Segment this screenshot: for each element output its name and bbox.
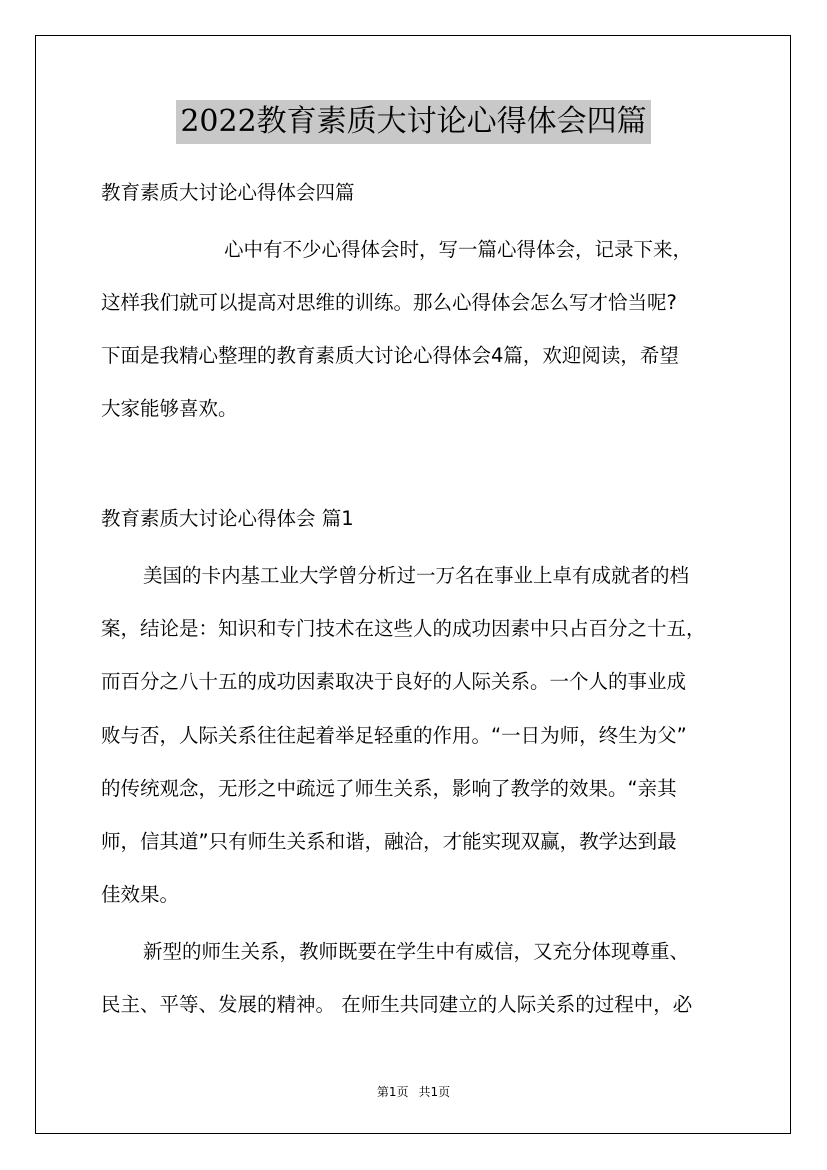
intro-line-4: 大家能够喜欢。: [101, 397, 238, 420]
para2-line-2: 民主、平等、发展的精神。 在师生共同建立的人际关系的过程中，必: [101, 993, 693, 1016]
intro-line-2: 这样我们就可以提高对思维的训练。那么心得体会怎么写才恰当呢?: [101, 291, 677, 314]
para1-line-1: 美国的卡内基工业大学曾分析过一万名在事业上卓有成就者的档: [143, 564, 690, 587]
intro-line-1: 心中有不少心得体会时，写一篇心得体会，记录下来，: [224, 238, 693, 261]
para1-line-7: 佳效果。: [101, 883, 180, 906]
page-footer: [0, 1083, 827, 1100]
para1-line-6: 师，信其道”只有师生关系和谐，融洽，才能实现双赢，教学达到最: [101, 830, 677, 853]
para1-line-5: 的传统观念，无形之中疏远了师生关系，影响了教学的效果。“亲其: [101, 777, 677, 800]
document-title: 2022教育素质大讨论心得体会四篇: [176, 100, 650, 144]
title-container: [0, 100, 827, 144]
para1-line-3: 而百分之八十五的成功因素取决于良好的人际关系。一个人的事业成: [101, 670, 687, 693]
page-number: 第1页: [376, 1085, 409, 1099]
page-total: 共1页: [418, 1085, 451, 1099]
para1-line-2: 案，结论是：知识和专门技术在这些人的成功因素中只占百分之十五，: [101, 617, 706, 640]
para1-line-4: 败与否，人际关系往往起着举足轻重的作用。“一日为师，终生为父”: [101, 724, 687, 747]
section-heading: 教育素质大讨论心得体会 篇1: [101, 507, 354, 530]
para2-line-1: 新型的师生关系，教师既要在学生中有威信，又充分体现尊重、: [143, 940, 690, 963]
intro-line-3: 下面是我精心整理的教育素质大讨论心得体会4篇，欢迎阅读，希望: [101, 344, 679, 367]
subtitle: 教育素质大讨论心得体会四篇: [101, 181, 355, 204]
